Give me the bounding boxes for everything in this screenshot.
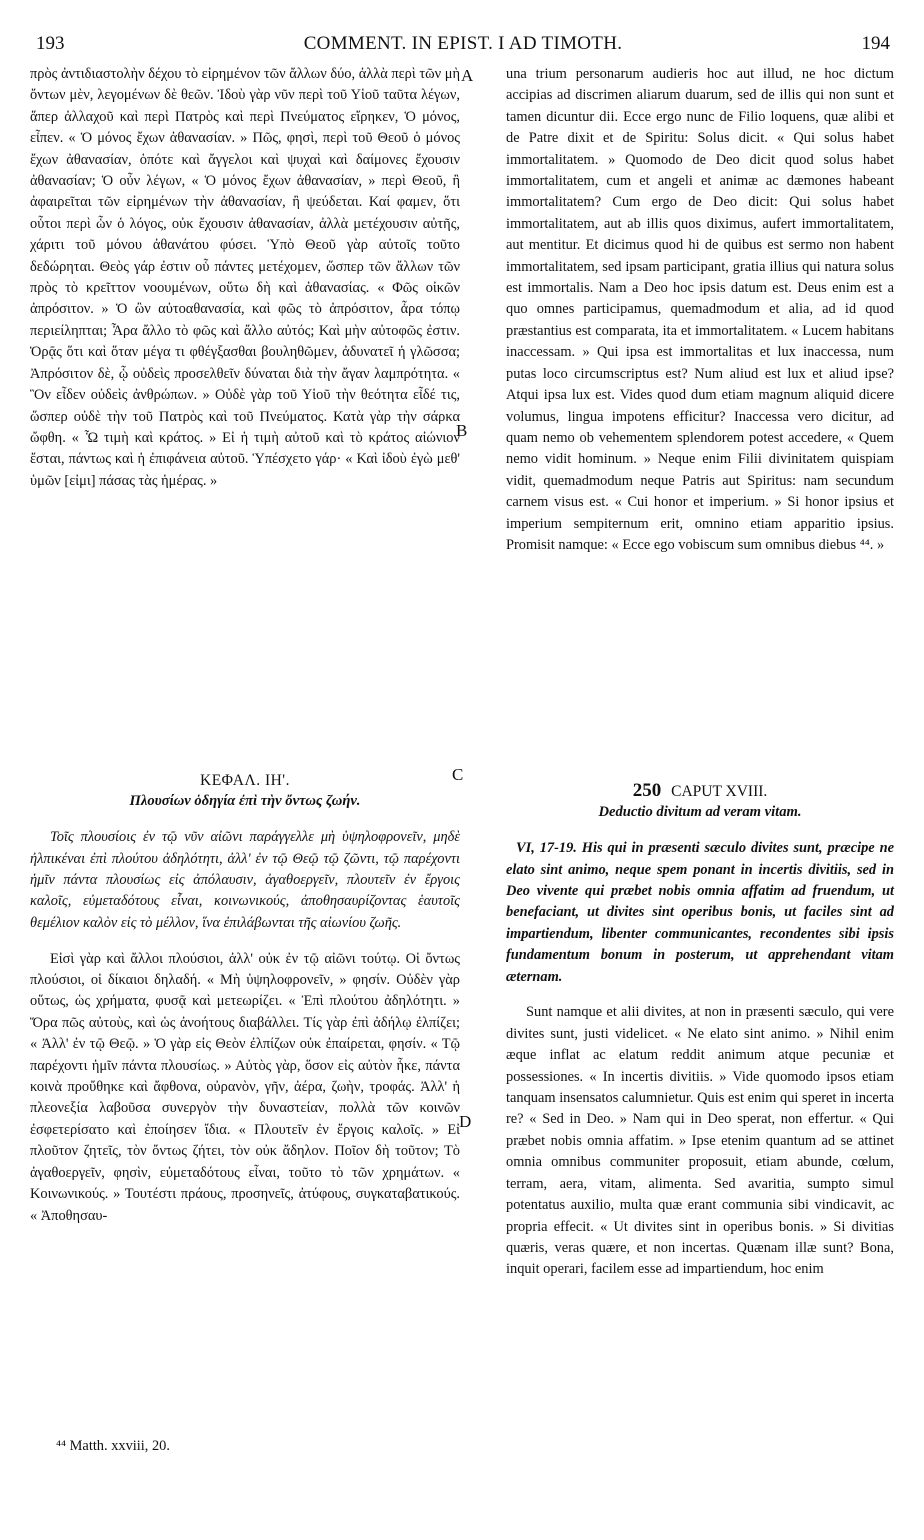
page-number-right: 194 bbox=[861, 33, 890, 54]
margin-marker-d: D bbox=[459, 1112, 472, 1131]
latin-chapter-subtitle: Deductio divitum ad veram vitam. bbox=[598, 804, 802, 821]
running-header bbox=[36, 33, 890, 57]
footnote: ⁴⁴ Matth. xxviii, 20. bbox=[56, 1438, 170, 1454]
greek-chapter-title: ΚΕΦΑΛ. ΙΗ'. bbox=[200, 772, 290, 789]
margin-marker-c: C bbox=[452, 765, 464, 784]
latin-chapter-title: CAPUT XVIII. bbox=[671, 783, 768, 800]
margin-marker-b: B bbox=[456, 421, 468, 440]
latin-scripture-verse: VI, 17-19. His qui in præsenti sæculo divites sunt, præcipe ne elato sint animo, neque spem ponant in incertis divitiis, sed in Deo vivente qui præbet nobis omnia affatim ad fruendum, ut benefaciant, ut divites sint operibus bonis, ut faciles sint ad impartiendum, libenter communicantes, recondentes sibi ipsis fundamentum bonum in posterum, ut apprehendant vitam æternam. bbox=[506, 840, 894, 985]
greek-chapter-subtitle: Πλουσίων ὁδηγία ἐπὶ τὴν ὄντως ζωήν. bbox=[129, 793, 361, 810]
latin-chapter-heading bbox=[506, 780, 894, 802]
greek-chapter-commentary: Εἰσὶ γὰρ καὶ ἄλλοι πλούσιοι, ἀλλ' οὐκ ἐν τῷ αἰῶνι τούτῳ. Οἱ ὄντως πλούσιοι, οἱ δίκαιοι δηλαδή. « Μὴ ὑψηλοφρονεῖν, » φησίν. Οὐδὲν γὰρ οὕτως, ὡς χρήματα, φυσᾷ καὶ μετεωρίζει. « Ἐπὶ πλούτου ἀδηλότητι. » Ὅρα πῶς αὐτοὺς, καὶ ὡς ἀνοήτους διαβάλλει. Τίς γὰρ ἐπὶ ἀδήλῳ ἐλπίζει; « Ἀλλ' ἐν τῷ Θεῷ. » Ὁ γὰρ εἰς Θεὸν ἐλπίζων οὐκ ἐπαίρεται, φησίν. « Τῷ παρέχοντι ἡμῖν πάντα πλουσίως. » Αὐτὸς γὰρ, ὅσον εἰς αὐτὸν ἧκε, πάντα κοινὰ προὔθηκε καὶ ἄφθονα, οὐρανὸν, γῆν, ἀέρα, ζωὴν, τροφάς. Ἀλλ' ἡ πλεονεξία λαβοῦσα συνεργὸν τὴν δυναστείαν, πολλὰ τῶν κοινῶν ἐσφετερίσατο καὶ ἐποίησεν ἴδια. « Πλουτεῖν ἐν ἔργοις καλοῖς. » Εἰ πλοῦτον ζητεῖς, τὸν ὄντως ζήτει, τὸν οὐκ ἄδηλον. Ποῖον δὴ τοῦτον; Τὸ ἀγαθοεργεῖν, φησὶν, εὐμεταδότους εἶναι, τοῦτο τὸ τῶν χρημάτων. « Κοινωνικούς. » Τουτέστι πράους, προσηνεῖς, ἀτύφους, συγκαταβατικούς. « Ἀποθησαυ- bbox=[30, 950, 460, 1224]
greek-column-upper bbox=[30, 64, 460, 492]
latin-column-upper bbox=[506, 64, 894, 556]
latin-chapter-section bbox=[506, 780, 894, 1295]
page-number-left: 193 bbox=[36, 33, 65, 54]
greek-commentary-upper: πρὸς ἀντιδιαστολὴν δέχου τὸ εἰρημένον τῶν ἄλλων δύο, ἀλλὰ περὶ τῶν μὴ ὄντων μὲν, λεγομένων δὲ θεῶν. Ἰδοὺ γὰρ νῦν περὶ τοῦ Υἱοῦ ταῦτα λέγων, ἅπερ ἀλλαχοῦ καὶ περὶ Πατρὸς καὶ περὶ Πνεύματος εἴρηκεν, Ὁ μόνος, εἶπεν. « Ὁ μόνος ἔχων ἀθανασίαν. » Πῶς, φησὶ, περὶ τοῦ Θεοῦ ὁ μόνος ἔχων ἀθανασίαν, ὁπότε καὶ ἄγγελοι καὶ ψυχαὶ καὶ δαίμονες ἔχουσιν ἀθανασίαν; Ὁ οὖν λέγων, « Ὁ μόνος ἔχων ἀθανασίαν, » περὶ Θεοῦ, ἢ ἀφαιρεῖται τῶν εἰρημένων τὴν ἀθανασίαν, ἢ ψεύδεται. Καί φαμεν, ὅτι οὗτοι περὶ ὧν ὁ λόγος, οὐκ ἔχουσιν ἀθανασίαν, ἀλλὰ μετέχουσιν αὐτῆς, χάριτι τοῦ μόνου ἀθανάτου φύσει. Ὑπὸ Θεοῦ γὰρ αὐτοῖς τοῦτο δεδώρηται. Θεὸς γάρ ἐστιν οὗ πάντες μετέχομεν, ὥσπερ τῶν ἄλλων τῶν πρὸς τὸ κρεῖττον νοουμένων, οὕτω δὴ καὶ ἀθανασίας. « Φῶς οἰκῶν ἀπρόσιτον. » Ὁ ὢν αὐτοαθανασία, καὶ φῶς τὸ ἀπρόσιτον, ἆρα τόπῳ περιείληπται; Ἆρα ἄλλο τὸ φῶς καὶ ἄλλο αὐτός; Καὶ μὴν αὐτοφῶς ἐστιν. Ὁρᾷς ὅτι καὶ ὅταν μέγα τι φθέγξασθαι βουληθῶμεν, ἀδυνατεῖ ἡ γλῶσσα; Ἀπρόσιτον δὲ, ᾧ οὐδεὶς προσελθεῖν δύναται διὰ τὴν ἄγαν λαμπρότητα. « Ὃν εἶδεν οὐδεὶς ἀνθρώπων. » Οὐδὲ γὰρ τοῦ Υἱοῦ τὴν θεότητα εἶδέ τις, ὥσπερ οὐδὲ τὴν τοῦ Πατρὸς καὶ τοῦ Πνεύματος. Κατὰ γὰρ τὴν σάρκα ὤφθη. « Ὧ τιμὴ καὶ κράτος. » Εἰ ἡ τιμὴ αὐτοῦ καὶ τὸ κράτος αἰώνιον ἔσται, πάντως καὶ ἡ ἐπιφάνεια αὐτοῦ. Ὑπέσχετο γάρ· « Καὶ ἰδοὺ ἐγὼ μεθ' ὑμῶν [εἰμι] πάσας τὰς ἡμέρας. » bbox=[30, 66, 460, 489]
margin-marker-a: A bbox=[461, 66, 474, 85]
greek-chapter-section bbox=[30, 770, 460, 1241]
greek-scripture-verse: Τοῖς πλουσίοις ἐν τῷ νῦν αἰῶνι παράγγελλε μὴ ὑψηλοφρονεῖν, μηδὲ ἠλπικέναι ἐπὶ πλούτου ἀδηλότητι, ἀλλ' ἐν τῷ Θεῷ τῷ ζῶντι, τῷ παρέχοντι ἡμῖν πάντα πλουσίως εἰς ἀπόλαυσιν, ἀγαθοεργεῖν, πλουτεῖν ἐν ἔργοις καλοῖς, εὐμεταδότους εἶναι, κοινωνικούς, ἀποθησαυρίζοντας ἑαυτοῖς θεμέλιον καλὸν εἰς τὸ μέλλον, ἵνα ἐπιλάβωνται τῆς αἰωνίου ζωῆς. bbox=[30, 829, 460, 931]
latin-chapter-commentary: Sunt namque et alii divites, at non in præsenti sæculo, qui vere divites sunt, justi videlicet. « Ne elato sint animo. » Nihil enim æque inflat ac elatum reddit animum atque pecuniæ et possessiones. « In incertis divitiis. » Vide quomodo ipsos etiam tanquam insensatos calumnietur. Quis est enim qui speret in incerta re? « Sed in Deo. » Nam qui in Deo sperat, non effertur. « Qui præbet nobis omnia affatim. » Ipse etenim quantum ad se attinet omnia omnibus communiter proposuit, etiam abunde, cœlum, terram, aera, vitam, alimenta. Sed avaritia, sumpto simul potentatus auxilio, multa quæ erant communia sibi vindicavit, ac propria effecit. « Ut divites sint in operibus bonis. » Si divitias quæris, veras quære, et non incertas. Quænam illæ sunt? Bona, inquit operari, facilem esse ad impartiendum, hoc enim bbox=[506, 1004, 894, 1278]
running-title: COMMENT. IN EPIST. I AD TIMOTH. bbox=[303, 33, 623, 54]
latin-commentary-upper: una trium personarum audieris hoc aut illud, ne hoc dictum accipias ad discrimen aliarum duarum, sed de illis qui non sunt et tamen dicuntur dii. Ecce ergo nunc de Filio loquens, quæ alibi et de Patre dixit et de Spiritu: Solus dicit. « Qui solus habet immortalitatem. » Quomodo de Deo dicit quod solus habet immortalitatem, cum et angeli et animæ ac dæmones habeant immortalitatem? Cum ergo de Deo dicit: Qui solus habet immortalitatem, aut ab illis quos diximus, aufert immortalitatem, aut mentitur. Et dicimus quod hi de quibus est sermo non habent immortalitatem, sed ipsam participant, gratia illius qui natura solus est immortalis. Nam a Deo hoc ipsis datum est. Deus enim est a quo omnes participamus, quemadmodum et alia, ad id quod præstantius est comparata, ita et immortalitatem. « Lucem habitans inaccessam. » Qui ipsa est immortalitas et lux inaccessa, num putas loco circumscriptus est? Num aliud est lux et aliud ipse? Atqui ipsa lux est. Vides quod dum etiam magnum aliquid dicere volumus, lingua impotens efficitur? Inaccessa vero dicitur, ad quam nemo ob vehementem splendorem potest accedere, « Quem nemo vidit hominum. » Neque enim Filii divinitatem quispiam vidit, quemadmodum neque Patris aut Spiritus: nam secundum carnem visus est. « Cui honor et imperium. » Si honor ipsius et imperium sempiternum erit, omnino etiam apparitio ipsius. Promisit namque: « Ecce ego vobiscum sum omnibus diebus ⁴⁴. » bbox=[506, 66, 894, 553]
latin-chapter-number: 250 bbox=[632, 780, 662, 801]
